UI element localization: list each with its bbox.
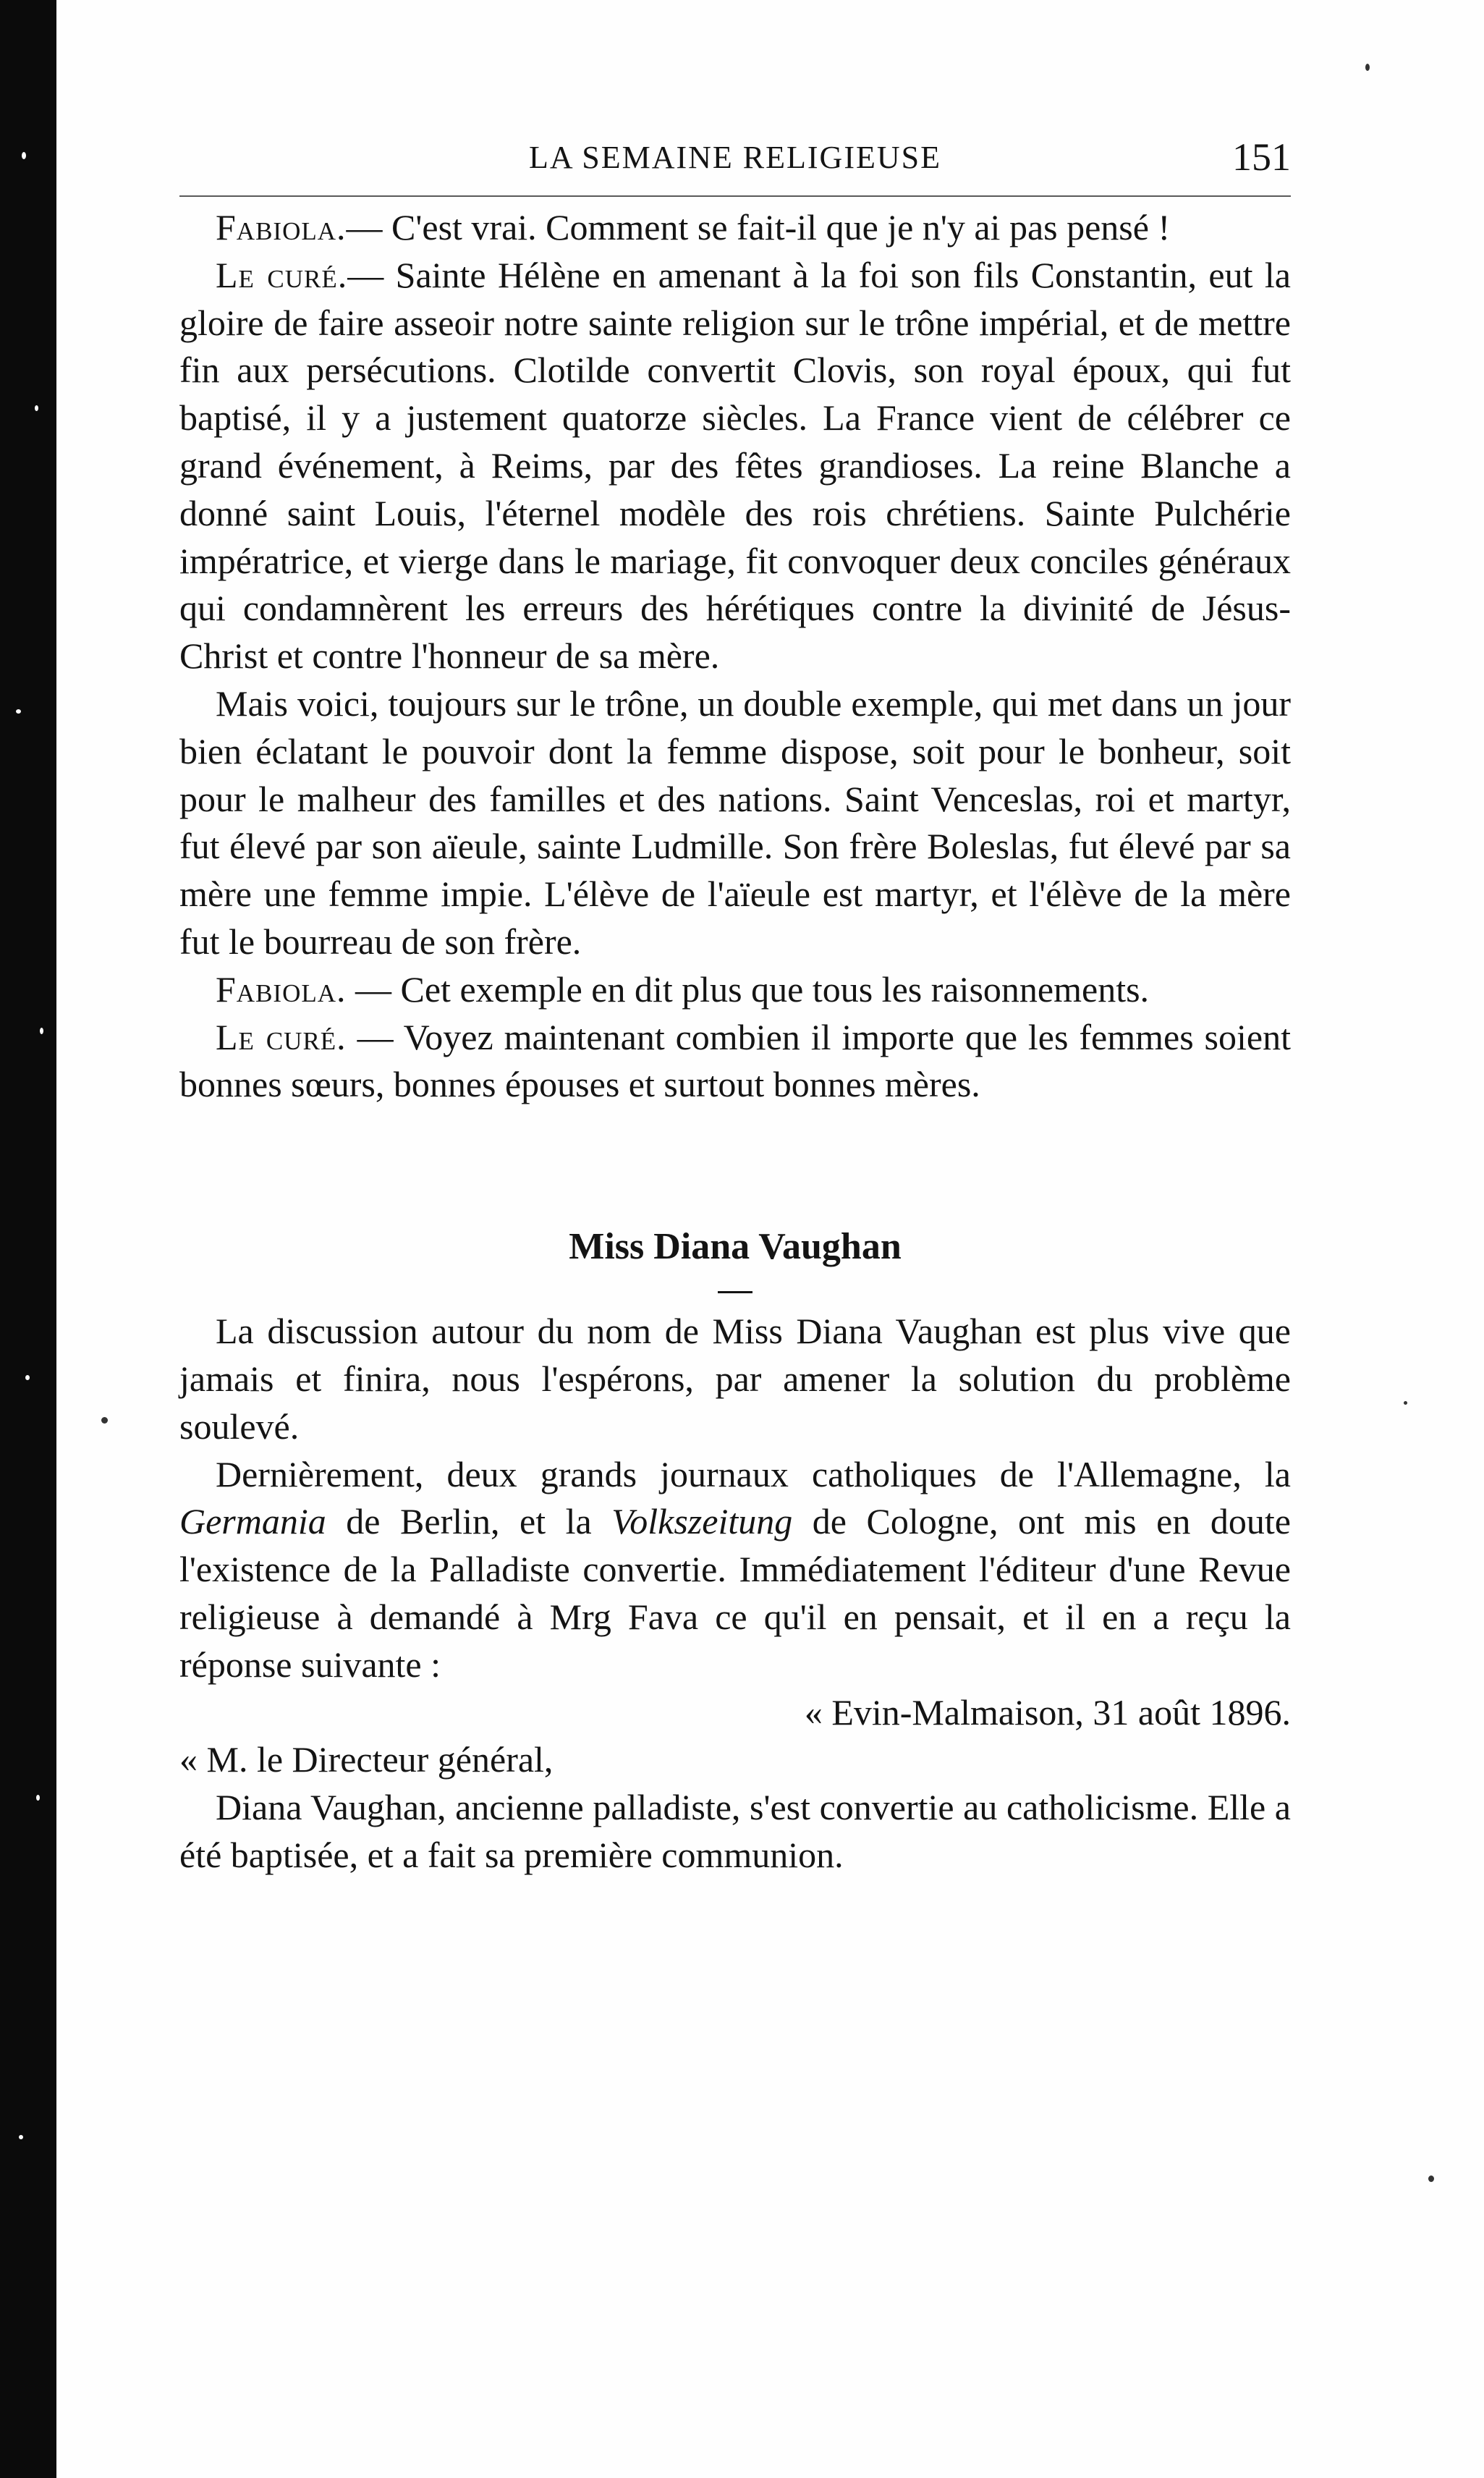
print-speck xyxy=(1428,2175,1434,2182)
dialogue-text: — Cet exemple en dit plus que tous les raisonnements. xyxy=(346,968,1150,1010)
paragraph-text: de Berlin, et la xyxy=(326,1501,612,1542)
dialogue-text: — C'est vrai. Comment se fait-il que je n'y ai pas pensé ! xyxy=(346,207,1171,248)
page-number: 151 xyxy=(1232,135,1291,179)
print-speck xyxy=(1365,64,1370,71)
print-speck xyxy=(1404,1401,1407,1405)
running-head xyxy=(179,135,1291,181)
main-text xyxy=(179,204,1291,1879)
speaker-name: Le curé. xyxy=(216,254,348,295)
speaker-name: Le curé. xyxy=(216,1016,347,1057)
dialogue-paragraph xyxy=(179,204,1291,252)
dialogue-paragraph xyxy=(179,252,1291,680)
dialogue-paragraph xyxy=(179,966,1291,1014)
speaker-name: Fabiola. xyxy=(216,207,347,248)
letter-paragraph: Diana Vaughan, ancienne palladiste, s'est convertie au catholicisme. Elle a été baptisée, et a fait sa première communion. xyxy=(179,1787,1291,1875)
paragraph-text: Dernièrement, deux grands journaux catholiques de l'Allemagne, la xyxy=(216,1453,1291,1494)
header-rule xyxy=(179,195,1291,197)
paragraph-text: de Cologne, ont mis en doute l'existence de la Palladiste convertie. Immédiatement l'éditeur d'une Revue religieuse à demandé à Mrg Fava ce qu'il en pensait, et il en a reçu la réponse suivante : xyxy=(179,1501,1291,1685)
letter-dateline: « Evin-Malmaison, 31 août 1896. xyxy=(804,1691,1291,1733)
title-rule xyxy=(718,1291,752,1293)
dialogue-text: Mais voici, toujours sur le trône, un double exemple, qui met dans un jour bien éclatant le pouvoir dont la femme dispose, soit pour le bonheur, soit pour le malheur des familles et des nations. Saint Venceslas, roi et martyr, fut élevé par son aïeule, sainte Ludmille. Son frère Boleslas, fut élevé par sa mère une femme impie. L'élève de l'aïeule est martyr, et l'élève de la mère fut le bourreau de son frère. xyxy=(179,682,1291,962)
article-title: Miss Diana Vaughan xyxy=(569,1226,902,1268)
running-head-title: LA SEMAINE RELIGIEUSE xyxy=(529,140,941,175)
dialogue-text: — Voyez maintenant combien il importe que les femmes soient bonnes sœurs, bonnes épouses et surtout bonnes mères. xyxy=(179,1016,1291,1105)
article-paragraph: La discussion autour du nom de Miss Diana Vaughan est plus vive que jamais et finira, nous l'espérons, par amener la solution du problème soulevé. xyxy=(179,1311,1291,1447)
print-speck xyxy=(101,1417,108,1424)
article-paragraph xyxy=(179,1451,1291,1689)
book-page xyxy=(179,135,1291,1879)
speaker-name: Fabiola. xyxy=(216,968,347,1010)
newspaper-name: Germania xyxy=(179,1501,326,1542)
dialogue-text: — Sainte Hélène en amenant à la foi son fils Constantin, eut la gloire de faire asseoir notre sainte religion sur le trône impérial, et de mettre fin aux persécutions. Clotilde convertit Clovis, son royal époux, qui fut baptisé, il y a justement quatorze siècles. La France vient de célébrer ce grand événement, à Reims, par des fêtes grandioses. La reine Blanche a donné saint Louis, l'éternel modèle des rois chrétiens. Sainte Pulchérie impératrice, et vierge dans le mariage, fit convoquer deux conciles généraux qui condamnèrent les erreurs des hérétiques contre la divinité de Jésus-Christ et contre l'honneur de sa mère. xyxy=(179,254,1291,677)
newspaper-name: Volkszeitung xyxy=(611,1501,793,1542)
dialogue-paragraph xyxy=(179,1014,1291,1109)
letter-salutation: « M. le Directeur général, xyxy=(179,1739,554,1780)
dialogue-paragraph xyxy=(179,680,1291,966)
book-spine-shadow xyxy=(0,0,56,2478)
